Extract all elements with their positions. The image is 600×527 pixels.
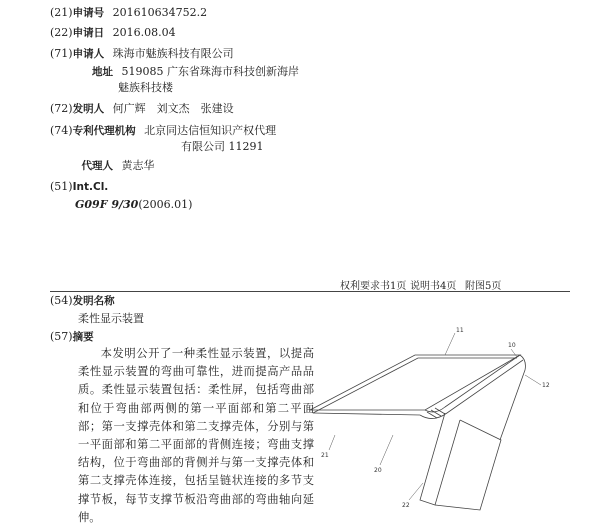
field-code: (74) bbox=[50, 124, 73, 137]
field-code: (21) bbox=[50, 6, 73, 19]
leader-line bbox=[511, 349, 517, 357]
abstract-text: 本发明公开了一种柔性显示装置，以提高柔性显示装置的弯曲可靠性，进而提高产品品质。柔性显示装置包括：柔性屏，包括弯曲部和位于弯曲部两侧的第一平面部和第二平面部；第一支撑壳体和第二支撑壳体，分别与第一平面部和第二平面部的背侧连接；弯曲支撑结构，位于弯曲部的背侧并与第一支撑壳体和第二支撑壳体连接，包括呈链状连接的多节支撑节板，每节支撑节板沿弯曲部的弯曲轴向延伸。 bbox=[78, 347, 314, 524]
second-flat-panel bbox=[420, 413, 460, 505]
hinge-plates bbox=[427, 408, 445, 418]
field-address bbox=[78, 64, 299, 80]
field-code: (54) bbox=[50, 294, 73, 307]
label-21: 21 bbox=[321, 452, 329, 459]
label-11: 11 bbox=[456, 327, 464, 334]
abstract-body bbox=[78, 345, 314, 527]
field-label: 专利代理机构 bbox=[72, 125, 136, 137]
lower-edge bbox=[313, 413, 420, 415]
description-page-count: 说明书4页 bbox=[410, 281, 457, 292]
second-panel-face bbox=[435, 420, 501, 510]
field-label: 摘要 bbox=[72, 331, 94, 343]
label-22: 22 bbox=[402, 502, 410, 509]
field-label: 发明人 bbox=[72, 103, 105, 115]
bend-area-bottom bbox=[420, 360, 523, 419]
claims-page-count: 权利要求书1页 bbox=[340, 281, 407, 292]
field-agent bbox=[78, 158, 155, 174]
field-72-inventors bbox=[50, 101, 234, 117]
inventor-names: 何广辉 刘文杰 张建设 bbox=[112, 102, 234, 115]
field-51-int-cl bbox=[50, 179, 108, 195]
label-12: 12 bbox=[542, 382, 550, 389]
agency-line-1: 北京同达信恒知识产权代理 bbox=[144, 124, 277, 137]
label-20: 20 bbox=[374, 467, 382, 474]
classification-code: G09F 9/30 bbox=[75, 198, 139, 211]
field-label: 申请号 bbox=[72, 7, 105, 19]
application-number: 201610634752.2 bbox=[112, 6, 208, 19]
field-74-patent-agency bbox=[50, 123, 276, 139]
field-21-application-number bbox=[50, 5, 207, 21]
separator-rule bbox=[50, 291, 570, 292]
invention-title: 柔性显示装置 bbox=[78, 312, 144, 325]
field-22-application-date bbox=[50, 25, 176, 41]
field-code: (51) bbox=[50, 180, 73, 193]
address-line-2: 魅族科技楼 bbox=[118, 81, 173, 94]
leader-line bbox=[329, 435, 335, 450]
address-line-1: 519085 广东省珠海市科技创新海岸 bbox=[121, 65, 299, 78]
field-label: 代理人 bbox=[81, 160, 113, 172]
device-outline bbox=[310, 355, 525, 510]
field-label: 申请日 bbox=[72, 27, 105, 39]
classification bbox=[75, 197, 192, 212]
field-code: (22) bbox=[50, 26, 73, 39]
agency-line-2: 有限公司 11291 bbox=[181, 140, 264, 153]
applicant-name: 珠海市魅族科技有限公司 bbox=[112, 47, 234, 60]
field-code: (57) bbox=[50, 330, 73, 343]
classification-date: (2006.01) bbox=[138, 198, 193, 211]
field-71-applicant bbox=[50, 46, 234, 62]
application-date: 2016.08.04 bbox=[112, 26, 176, 39]
field-code: (72) bbox=[50, 102, 73, 115]
label-10: 10 bbox=[508, 342, 516, 349]
device-figure bbox=[305, 315, 575, 515]
agent-name: 黄志华 bbox=[121, 159, 155, 172]
field-label: 地址 bbox=[92, 66, 113, 78]
leader-line bbox=[380, 435, 393, 465]
drawings-page-count: 附图5页 bbox=[465, 281, 502, 292]
field-label: 发明名称 bbox=[72, 295, 115, 307]
leader-line bbox=[445, 333, 455, 355]
field-57-abstract bbox=[50, 329, 94, 345]
first-flat-panel bbox=[310, 355, 520, 410]
field-54-title bbox=[50, 293, 115, 309]
leader-line bbox=[525, 375, 541, 385]
right-edge bbox=[500, 355, 525, 440]
field-label: 申请人 bbox=[72, 48, 105, 60]
field-code: (71) bbox=[50, 47, 73, 60]
field-label: Int.Cl. bbox=[72, 181, 109, 193]
